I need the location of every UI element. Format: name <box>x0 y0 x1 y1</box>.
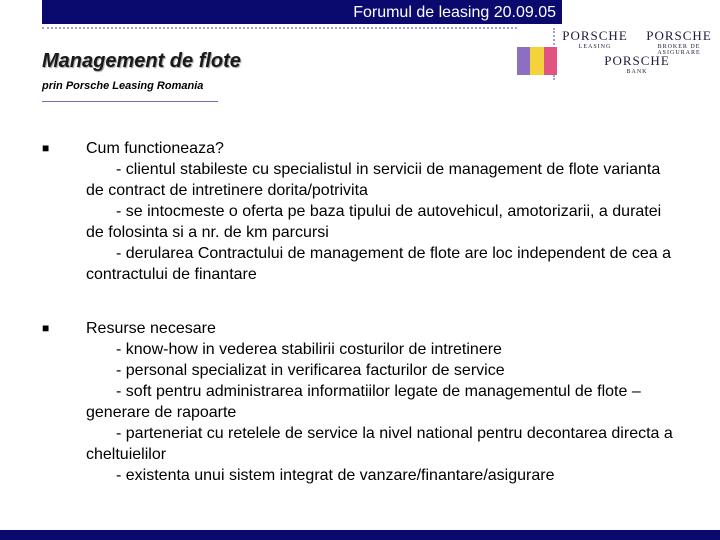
list-item-text: - know-how in vederea stabilirii costurilor de intretinere <box>116 341 502 358</box>
logo-asig-wordmark: PORSCHE <box>646 28 712 43</box>
list-item-text: - se intocmeste o oferta pe baza tipului de autovehicul, amotorizarii, a duratei de folosinta si a nr. de km parcursi <box>86 203 662 241</box>
section-cum-functioneaza <box>42 138 682 285</box>
list-item-text: - soft pentru administrarea informatiilor legate de managementul de flote – generare de rapoarte <box>86 383 641 421</box>
logo-leasing-wordmark: PORSCHE <box>562 28 628 43</box>
color-bar-pink <box>544 47 557 75</box>
list-item <box>86 465 682 486</box>
bullet-square-icon: ■ <box>42 321 50 335</box>
porsche-bank-logo <box>598 54 676 75</box>
list-item <box>86 201 682 243</box>
logo-bank-sub: BANK <box>626 69 648 75</box>
section-heading: Resurse necesare <box>86 320 216 337</box>
list-item <box>86 339 682 360</box>
top-banner <box>42 0 562 24</box>
section-body <box>86 138 682 285</box>
list-item-text: - parteneriat cu retelele de service la nivel national pentru decontarea directa a cheltuielilor <box>86 425 673 463</box>
list-item <box>86 159 682 201</box>
color-bar-yellow <box>530 47 543 75</box>
slide-subtitle: prin Porsche Leasing Romania <box>42 80 204 92</box>
porsche-asigurare-logo <box>640 29 718 56</box>
slide-title: Management de flote <box>42 50 241 72</box>
color-bar-purple <box>517 47 530 75</box>
porsche-leasing-logo <box>556 29 634 50</box>
logo-leasing-sub: LEASING <box>578 44 612 50</box>
list-item <box>86 423 682 465</box>
list-item <box>86 360 682 381</box>
list-item <box>86 381 682 423</box>
color-bars <box>517 47 557 75</box>
bullet-square-icon: ■ <box>42 141 50 155</box>
logo-asig-sub: BROKER DE ASIGURARE <box>657 44 701 56</box>
section-heading: Cum functioneaza? <box>86 140 224 157</box>
list-item-text: - existenta unui sistem integrat de vanzare/finantare/asigurare <box>116 467 555 484</box>
banner-text: Forumul de leasing 20.09.05 <box>353 4 556 21</box>
list-item <box>86 243 682 285</box>
list-item-text: - derularea Contractului de management de flote are loc independent de cea a contractului de finantare <box>86 245 672 283</box>
header-dotted-line <box>42 27 517 29</box>
logo-bank-wordmark: PORSCHE <box>604 53 670 68</box>
section-resurse-necesare <box>42 318 682 486</box>
list-item-text: - personal specializat in verificarea facturilor de service <box>116 362 505 379</box>
bottom-bar <box>0 530 720 540</box>
section-body <box>86 318 682 486</box>
subtitle-underline <box>42 101 218 102</box>
list-item-text: - clientul stabileste cu specialistul in servicii de management de flote varianta de contract de intretinere dorita/potrivita <box>86 161 661 199</box>
